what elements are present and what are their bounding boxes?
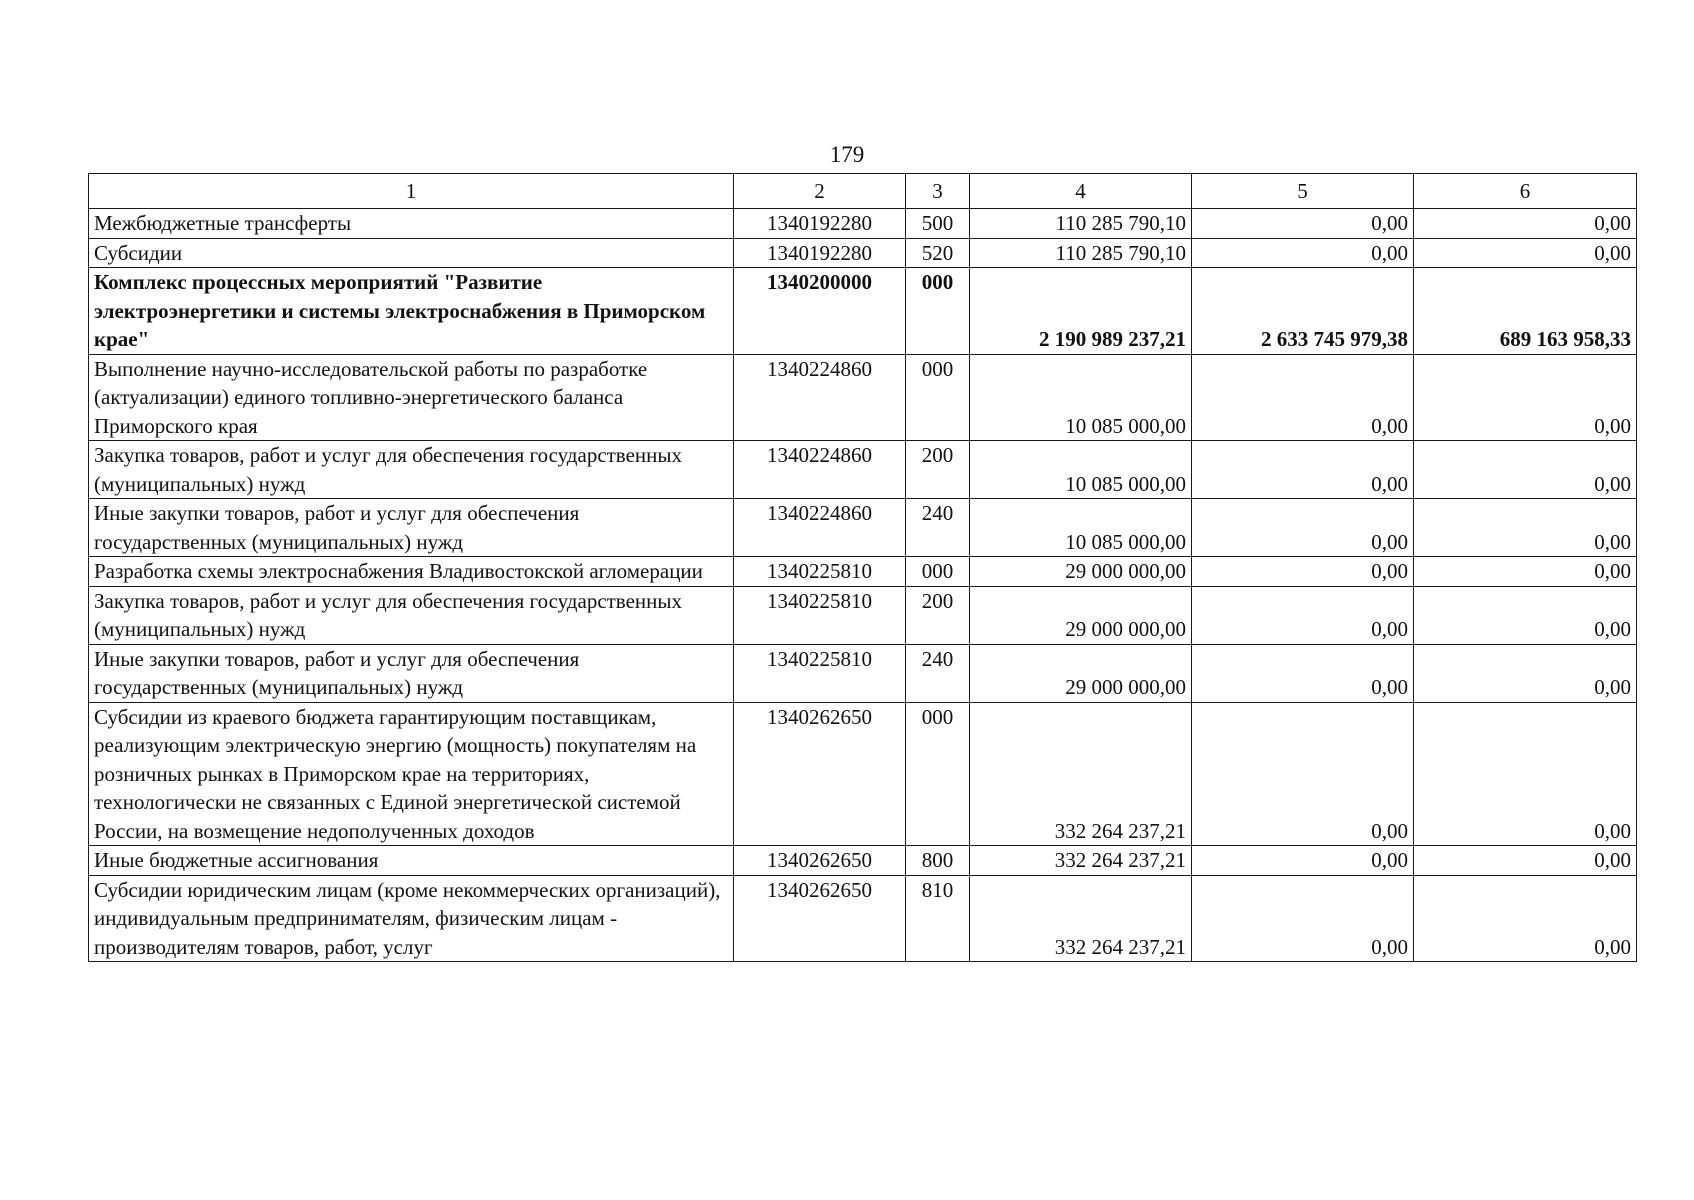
row-kind: 520 — [906, 238, 970, 268]
table-row — [89, 846, 1637, 876]
row-code: 1340192280 — [734, 238, 906, 268]
table-row — [89, 702, 1637, 846]
row-value-6: 0,00 — [1414, 644, 1637, 702]
row-code: 1340262650 — [734, 702, 906, 846]
row-value-5: 0,00 — [1192, 586, 1414, 644]
row-name: Закупка товаров, работ и услуг для обеспечения государственных (муниципальных) нужд — [89, 586, 734, 644]
row-kind: 810 — [906, 875, 970, 962]
table-row — [89, 644, 1637, 702]
table-row — [89, 354, 1637, 441]
row-kind: 000 — [906, 354, 970, 441]
row-name: Выполнение научно-исследовательской работы по разработке (актуализации) единого топливно-энергетического баланса Приморского края — [89, 354, 734, 441]
page-number: 179 — [829, 142, 865, 167]
row-kind: 240 — [906, 499, 970, 557]
row-code: 1340225810 — [734, 586, 906, 644]
table-row — [89, 238, 1637, 268]
row-value-5: 2 633 745 979,38 — [1192, 268, 1414, 355]
row-value-5: 0,00 — [1192, 702, 1414, 846]
row-value-4: 10 085 000,00 — [970, 354, 1192, 441]
row-name: Иные бюджетные ассигнования — [89, 846, 734, 876]
row-code: 1340262650 — [734, 846, 906, 876]
row-value-5: 0,00 — [1192, 644, 1414, 702]
row-value-6: 0,00 — [1414, 875, 1637, 962]
row-value-5: 0,00 — [1192, 875, 1414, 962]
row-name: Субсидии — [89, 238, 734, 268]
row-value-4: 10 085 000,00 — [970, 441, 1192, 499]
table-row — [89, 557, 1637, 587]
column-header: 2 — [734, 174, 906, 209]
row-value-6: 0,00 — [1414, 499, 1637, 557]
column-header: 4 — [970, 174, 1192, 209]
row-value-4: 2 190 989 237,21 — [970, 268, 1192, 355]
row-name: Закупка товаров, работ и услуг для обеспечения государственных (муниципальных) нужд — [89, 441, 734, 499]
row-value-5: 0,00 — [1192, 209, 1414, 239]
row-code: 1340225810 — [734, 644, 906, 702]
row-value-6: 689 163 958,33 — [1414, 268, 1637, 355]
row-value-5: 0,00 — [1192, 499, 1414, 557]
row-value-4: 10 085 000,00 — [970, 499, 1192, 557]
row-code: 1340200000 — [734, 268, 906, 355]
column-header: 6 — [1414, 174, 1637, 209]
row-value-6: 0,00 — [1414, 209, 1637, 239]
row-value-4: 110 285 790,10 — [970, 209, 1192, 239]
row-value-6: 0,00 — [1414, 557, 1637, 587]
row-code: 1340262650 — [734, 875, 906, 962]
row-name: Субсидии юридическим лицам (кроме некоммерческих организаций), индивидуальным предпринимателям, физическим лицам - производителям товаров, работ, услуг — [89, 875, 734, 962]
row-value-5: 0,00 — [1192, 846, 1414, 876]
row-value-4: 332 264 237,21 — [970, 846, 1192, 876]
row-name: Межбюджетные трансферты — [89, 209, 734, 239]
table-row — [89, 209, 1637, 239]
row-kind: 200 — [906, 441, 970, 499]
row-kind: 000 — [906, 557, 970, 587]
table-row — [89, 441, 1637, 499]
row-value-4: 29 000 000,00 — [970, 644, 1192, 702]
row-value-6: 0,00 — [1414, 238, 1637, 268]
budget-table — [88, 173, 1637, 962]
column-header: 5 — [1192, 174, 1414, 209]
row-code: 1340192280 — [734, 209, 906, 239]
row-kind: 000 — [906, 268, 970, 355]
table-header-row — [89, 174, 1637, 209]
row-value-5: 0,00 — [1192, 557, 1414, 587]
table-row — [89, 586, 1637, 644]
row-name: Субсидии из краевого бюджета гарантирующим поставщикам, реализующим электрическую энергию (мощность) покупателям на розничных рынках в Приморском крае на территориях, технологически не связанных с Единой энергетической системой России, на возмещение недополученных доходов — [89, 702, 734, 846]
table-row — [89, 499, 1637, 557]
row-value-6: 0,00 — [1414, 586, 1637, 644]
row-kind: 000 — [906, 702, 970, 846]
row-code: 1340224860 — [734, 499, 906, 557]
row-value-6: 0,00 — [1414, 846, 1637, 876]
row-value-4: 29 000 000,00 — [970, 586, 1192, 644]
table-row-total — [89, 268, 1637, 355]
row-name: Комплекс процессных мероприятий "Развитие электроэнергетики и системы электроснабжения в Приморском крае" — [89, 268, 734, 355]
row-code: 1340224860 — [734, 354, 906, 441]
row-kind: 800 — [906, 846, 970, 876]
row-value-5: 0,00 — [1192, 238, 1414, 268]
row-value-5: 0,00 — [1192, 441, 1414, 499]
row-kind: 500 — [906, 209, 970, 239]
row-name: Разработка схемы электроснабжения Владивостокской агломерации — [89, 557, 734, 587]
row-value-6: 0,00 — [1414, 354, 1637, 441]
row-value-4: 29 000 000,00 — [970, 557, 1192, 587]
row-name: Иные закупки товаров, работ и услуг для обеспечения государственных (муниципальных) нужд — [89, 499, 734, 557]
row-value-4: 110 285 790,10 — [970, 238, 1192, 268]
row-value-6: 0,00 — [1414, 441, 1637, 499]
row-name: Иные закупки товаров, работ и услуг для обеспечения государственных (муниципальных) нужд — [89, 644, 734, 702]
row-kind: 200 — [906, 586, 970, 644]
table-row — [89, 875, 1637, 962]
row-value-5: 0,00 — [1192, 354, 1414, 441]
row-code: 1340224860 — [734, 441, 906, 499]
column-header: 1 — [89, 174, 734, 209]
row-value-4: 332 264 237,21 — [970, 702, 1192, 846]
row-value-6: 0,00 — [1414, 702, 1637, 846]
row-code: 1340225810 — [734, 557, 906, 587]
row-value-4: 332 264 237,21 — [970, 875, 1192, 962]
row-kind: 240 — [906, 644, 970, 702]
column-header: 3 — [906, 174, 970, 209]
